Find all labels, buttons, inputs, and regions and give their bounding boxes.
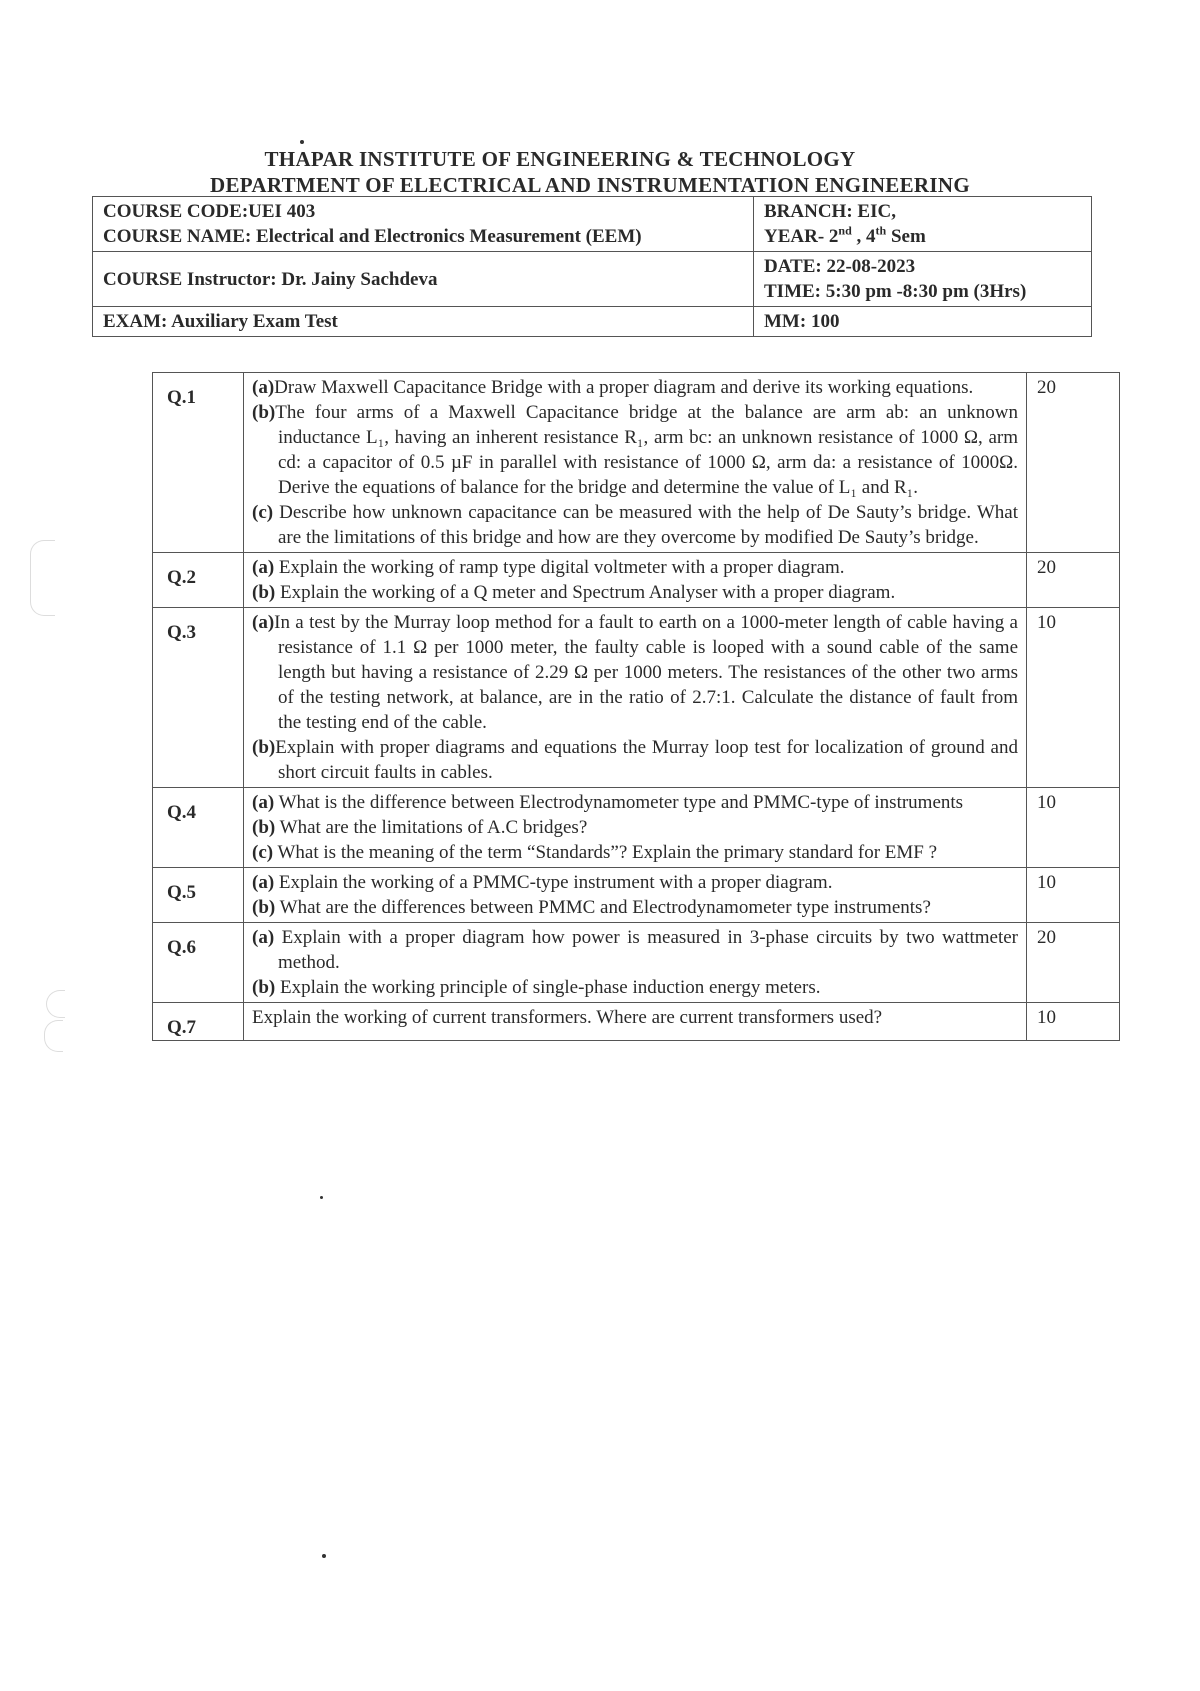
question-number: Q.3 [153, 608, 244, 788]
question-part [252, 975, 1018, 1000]
speck [300, 140, 304, 144]
part-text: What is the meaning of the term “Standards”? Explain the primary standard for EMF ? [273, 842, 938, 863]
part-label: (a) [252, 792, 275, 813]
instructor-cell [93, 252, 754, 307]
question-part [252, 610, 1018, 735]
question-row [153, 553, 1120, 608]
part-text: What are the limitations of A.C bridges? [275, 817, 588, 838]
exam-type: EXAM: Auxiliary Exam Test [103, 311, 338, 332]
part-label: (a) [252, 927, 275, 948]
question-body [244, 608, 1027, 788]
question-part [252, 555, 1018, 580]
question-marks: 20 [1027, 923, 1120, 1003]
question-part [252, 375, 1018, 400]
institute-name: THAPAR INSTITUTE OF ENGINEERING & TECHNOLOGY [264, 147, 856, 171]
margin-mark [46, 990, 65, 1018]
speck [322, 1554, 326, 1558]
part-text: Explain the working of ramp type digital voltmeter with a proper diagram. [274, 557, 845, 578]
part-label: (b) [252, 582, 276, 603]
question-marks: 10 [1027, 788, 1120, 868]
question-number: Q.4 [153, 788, 244, 868]
question-row [153, 923, 1120, 1003]
question-body [244, 868, 1027, 923]
max-marks: MM: 100 [764, 311, 840, 332]
question-body [244, 553, 1027, 608]
question-row [153, 1003, 1120, 1041]
question-marks: 20 [1027, 373, 1120, 553]
question-number: Q.5 [153, 868, 244, 923]
part-label: (b) [252, 737, 276, 758]
part-text: Explain the working of current transformers. Where are current transformers used? [252, 1007, 883, 1028]
speck [320, 1196, 323, 1199]
margin-mark [30, 540, 55, 616]
part-text: What are the differences between PMMC and Electrodynamometer type instruments? [275, 897, 931, 918]
question-part [252, 895, 1018, 920]
course-info-cell [93, 197, 754, 252]
exam-time: TIME: 5:30 pm -8:30 pm (3Hrs) [764, 281, 1027, 302]
question-body [244, 788, 1027, 868]
question-part [252, 735, 1018, 785]
question-number: Q.1 [153, 373, 244, 553]
exam-date: DATE: 22-08-2023 [764, 256, 916, 277]
title-block [90, 146, 1090, 198]
question-marks: 10 [1027, 608, 1120, 788]
question-number: Q.7 [153, 1003, 244, 1041]
part-label: (c) [252, 842, 274, 863]
part-text: Explain with a proper diagram how power is measured in 3-phase circuits by two wattmeter method. [274, 927, 1018, 973]
exam-info-table [92, 196, 1092, 337]
course-instructor: COURSE Instructor: Dr. Jainy Sachdeva [103, 268, 438, 290]
part-text: Draw Maxwell Capacitance Bridge with a proper diagram and derive its working equations. [274, 377, 974, 398]
question-marks: 20 [1027, 553, 1120, 608]
question-part [252, 580, 1018, 605]
part-text: Explain the working of a PMMC-type instrument with a proper diagram. [274, 872, 833, 893]
question-row [153, 868, 1120, 923]
part-text: In a test by the Murray loop method for a fault to earth on a 1000-meter length of cable having a resistance of 1.1 Ω per 1000 meter, the faulty cable is looped with a sound cable of the same length but having a resistance of 2.29 Ω per 1000 meters. The resistances of the other two arms of the testing network, at balance, are in the ratio of 2.7:1. Calculate the distance of fault from the testing end of the cable. [274, 612, 1018, 733]
part-text: Explain the working of a Q meter and Spectrum Analyser with a proper diagram. [275, 582, 896, 603]
question-marks: 10 [1027, 1003, 1120, 1041]
question-part [252, 815, 1018, 840]
part-label: (b) [252, 977, 276, 998]
part-text: What is the difference between Electrodynamometer type and PMMC-type of instruments [274, 792, 964, 813]
question-row [153, 788, 1120, 868]
part-label: (b) [252, 402, 276, 423]
question-marks: 10 [1027, 868, 1120, 923]
question-row [153, 608, 1120, 788]
max-marks-cell [754, 307, 1092, 337]
question-part [252, 1005, 1018, 1030]
question-part [252, 790, 1018, 815]
part-text: Explain with proper diagrams and equations the Murray loop test for localization of ground and short circuit faults in cables. [275, 737, 1018, 783]
question-body [244, 1003, 1027, 1041]
course-name: COURSE NAME: Electrical and Electronics Measurement (EEM) [103, 226, 642, 247]
branch-year-cell [754, 197, 1092, 252]
question-number: Q.2 [153, 553, 244, 608]
part-label: (c) [252, 502, 274, 523]
question-body [244, 923, 1027, 1003]
part-text: Describe how unknown capacitance can be measured with the help of De Sauty’s bridge. What are the limitations of this bridge and how are they overcome by modified De Sauty’s bridge. [273, 502, 1018, 548]
part-label: (b) [252, 817, 276, 838]
question-number: Q.6 [153, 923, 244, 1003]
question-row [153, 373, 1120, 553]
part-label: (b) [252, 897, 276, 918]
part-label: (a) [252, 377, 275, 398]
course-code: COURSE CODE:UEI 403 [103, 201, 316, 222]
part-text: Explain the working principle of single-phase induction energy meters. [275, 977, 821, 998]
exam-type-cell [93, 307, 754, 337]
branch: BRANCH: EIC, [764, 201, 896, 222]
questions-table [152, 372, 1120, 1041]
question-part [252, 400, 1018, 500]
part-label: (a) [252, 872, 275, 893]
part-label: (a) [252, 557, 275, 578]
margin-mark [44, 1020, 63, 1052]
date-time-cell [754, 252, 1092, 307]
question-part [252, 840, 1018, 865]
question-part [252, 500, 1018, 550]
department-name: DEPARTMENT OF ELECTRICAL AND INSTRUMENTATION ENGINEERING [210, 173, 970, 197]
part-label: (a) [252, 612, 275, 633]
year-semester: YEAR- 2nd , 4th Sem [764, 223, 926, 247]
question-part [252, 925, 1018, 975]
question-part [252, 870, 1018, 895]
part-text: The four arms of a Maxwell Capacitance bridge at the balance are arm ab: an unknown inductance L₁, having an inherent resistance R₁, arm bc: an unknown resistance of 1000 Ω, arm cd: a capacitor of 0.5 µF in parallel with resistance of 1000 Ω, arm da: a resistance of 1000Ω. Derive the equations of balance for the bridge and determine the value of L₁ and R₁. [275, 402, 1018, 498]
question-body [244, 373, 1027, 553]
